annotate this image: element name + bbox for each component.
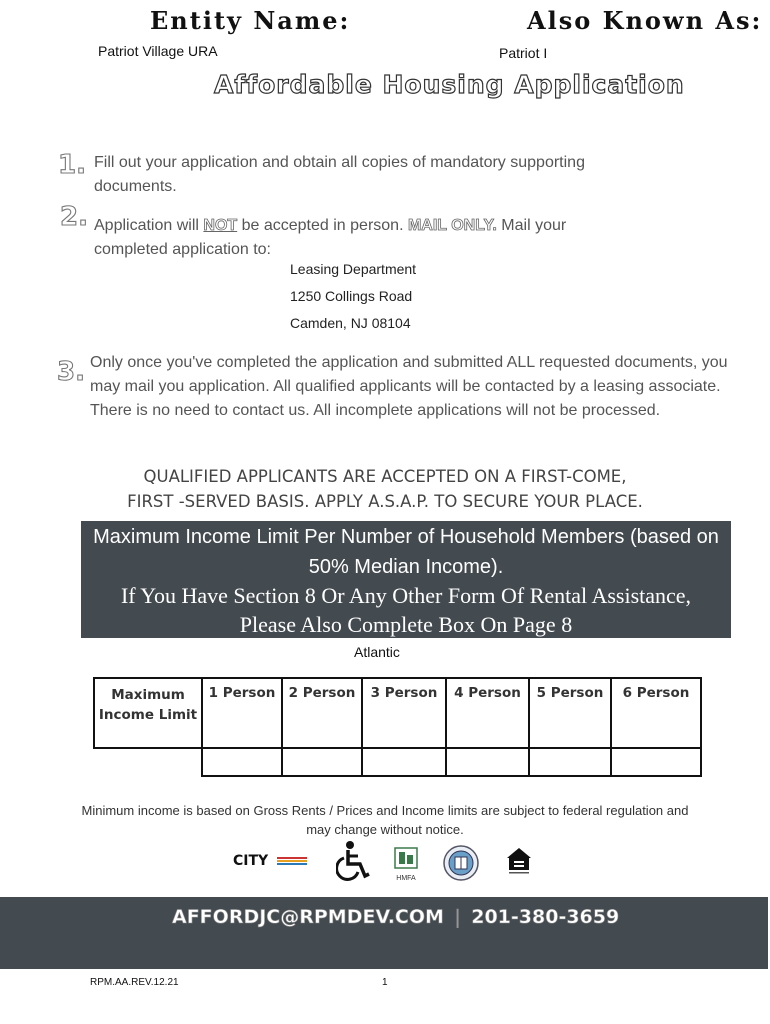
nj-hmfa-logo: HMFA: [393, 846, 419, 882]
income-table-header-row: [94, 678, 701, 748]
step-1-text: Fill out your application and obtain all copies of mandatory supporting documents.: [94, 154, 585, 195]
mail-only-emphasis: MAIL ONLY.: [407, 217, 497, 234]
also-known-as-label: Also Known As:: [527, 6, 763, 35]
value-4-person: [446, 748, 529, 776]
income-table-value-row: [94, 748, 701, 776]
banner-line-3: If You Have Section 8 Or Any Other Form Of Rental Assistance,: [120, 583, 692, 608]
step-3-number: 3.: [57, 357, 85, 387]
hud-seal-icon: [442, 843, 480, 883]
income-limit-banner: [81, 521, 731, 638]
header-2-person: 2 Person: [282, 678, 362, 748]
step-3-text: Only once you've completed the application and submitted ALL requested documents, you may mail you application. All qualified applicants will be contacted by a leasing associate. There is no need to contact us. All incomplete applications will not be processed.: [90, 354, 728, 419]
step-2-text: Application will NOT be accepted in person. MAIL ONLY. Mail your completed application to:: [94, 217, 567, 258]
entity-name-label: Entity Name:: [150, 6, 351, 35]
step-1-number: 1.: [58, 150, 86, 180]
header-5-person: 5 Person: [529, 678, 611, 748]
header-1-person: 1 Person: [202, 678, 282, 748]
contact-email: AFFORDJC@RPMDEV.COM: [172, 906, 444, 928]
header-6-person: 6 Person: [611, 678, 701, 748]
qualified-notice-line-1: QUALIFIED APPLICANTS ARE ACCEPTED ON A FIRST-COME,: [143, 467, 627, 486]
also-known-as-value: Patriot I: [499, 45, 548, 61]
revision-code: RPM.AA.REV.12.21: [90, 977, 179, 988]
header-max-income: Maximum Income Limit: [94, 678, 202, 748]
wheelchair-accessibility-icon: [336, 840, 376, 882]
value-5-person: [529, 748, 611, 776]
not-emphasis: NOT: [203, 217, 238, 234]
disclaimer-line-1: Minimum income is based on Gross Rents / Prices and Income limits are subject to federal regulation and: [81, 803, 689, 818]
income-limit-table: [93, 677, 702, 777]
county-label: Atlantic: [354, 644, 400, 660]
city-logo: CITY: [233, 852, 307, 870]
contact-footer: [0, 897, 768, 969]
step-2-number: 2.: [60, 202, 88, 232]
page-number: 1: [382, 977, 388, 988]
contact-phone: 201-380-3659: [471, 906, 620, 928]
header-3-person: 3 Person: [362, 678, 446, 748]
banner-line-4: Please Also Complete Box On Page 8: [239, 612, 573, 637]
value-3-person: [362, 748, 446, 776]
contact-separator: |: [454, 906, 461, 928]
disclaimer-line-2: may change without notice.: [306, 822, 464, 837]
banner-line-2: 50% Median Income).: [308, 556, 504, 578]
page-title: Affordable Housing Application: [214, 70, 685, 99]
address-line-2: 1250 Collings Road: [290, 288, 413, 304]
value-6-person: [611, 748, 701, 776]
equal-housing-opportunity-icon: [505, 846, 533, 876]
address-line-1: Leasing Department: [290, 261, 417, 277]
empty-label-cell: [94, 748, 202, 776]
header-4-person: 4 Person: [446, 678, 529, 748]
qualified-notice-line-2: FIRST -SERVED BASIS. APPLY A.S.A.P. TO SECURE YOUR PLACE.: [127, 492, 643, 511]
value-2-person: [282, 748, 362, 776]
address-line-3: Camden, NJ 08104: [290, 315, 411, 331]
entity-name-value: Patriot Village URA: [98, 43, 218, 59]
value-1-person: [202, 748, 282, 776]
banner-line-1: Maximum Income Limit Per Number of Household Members (based on: [93, 526, 719, 548]
